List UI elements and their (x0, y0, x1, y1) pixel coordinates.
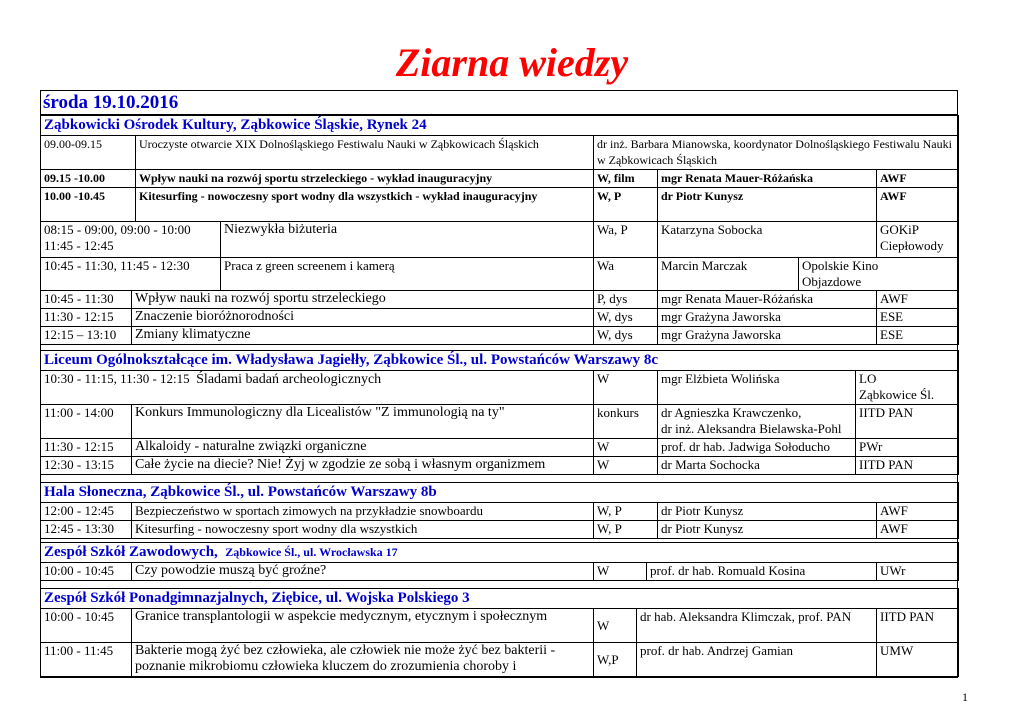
person-cell: prof. dr hab. Andrzej Gamian (637, 643, 877, 677)
title-cell: Alkaloidy - naturalne związki organiczne (132, 439, 594, 457)
table-row (41, 170, 959, 188)
table-row (41, 188, 959, 222)
institution-cell (799, 258, 959, 291)
type-cell: W, dys (594, 327, 658, 345)
institution-cell: ESE (877, 327, 959, 345)
time-cell: 10:45 - 11:30, 11:45 - 12:30 (41, 258, 221, 291)
section-table (40, 115, 959, 222)
table-row (41, 258, 959, 291)
title-cell: Kitesurfing - nowoczesny sport wodny dla wszystkich (132, 521, 594, 539)
table-row (41, 371, 959, 405)
person-line: dr Agnieszka Krawczenko, (661, 405, 802, 420)
type-cell: W (594, 609, 637, 643)
table-row (41, 503, 959, 521)
time-cell: 12:30 - 13:15 (41, 457, 132, 475)
table-row (41, 439, 959, 457)
institution-cell: AWF (877, 188, 959, 222)
title-cell: Zmiany klimatyczne (132, 327, 594, 345)
table-row (41, 222, 959, 258)
title-cell: Wpływ nauki na rozwój sportu strzeleckiego (132, 291, 594, 309)
time-cell: 10.00 -10.45 (41, 188, 136, 222)
time-cell: 11:30 - 12:15 (41, 309, 132, 327)
person-cell: mgr Renata Mauer-Różańska (658, 170, 877, 188)
section-table (40, 221, 959, 291)
person-cell: dr hab. Aleksandra Klimczak, prof. PAN (637, 609, 877, 643)
institution-cell: IITD PAN (856, 457, 959, 475)
title-cell (41, 371, 594, 405)
institution-cell: IITD PAN (856, 405, 959, 439)
type-cell: W, film (594, 170, 658, 188)
time-cell: 12:15 – 13:10 (41, 327, 132, 345)
institution-cell: UWr (877, 563, 959, 581)
person-cell: dr inż. Barbara Mianowska, koordynator Dolnośląskiego Festiwalu Nauki w Ząbkowicach Śląskich (594, 136, 959, 170)
table-row (41, 405, 959, 439)
title-cell: Znaczenie bioróżnorodności (132, 309, 594, 327)
venue-heading: Liceum Ogólnokształcące im. Władysława Jagiełły, Ząbkowice Śl., ul. Powstańców Warszawy 8c (41, 351, 959, 371)
table-row (41, 643, 959, 677)
type-cell: P, dys (594, 291, 658, 309)
time-cell: 10:45 - 11:30 (41, 291, 132, 309)
title-cell: Bakterie mogą żyć bez człowieka, ale człowiek nie może żyć bez bakterii - poznanie mikrobiomu człowieka kluczem do zrozumienia choroby i (132, 643, 594, 677)
table-row (41, 563, 959, 581)
person-cell: Marcin Marczak (658, 258, 799, 291)
institution-line: Ciepłowody (880, 238, 944, 253)
type-cell: Wa, P (594, 222, 658, 258)
person-cell: dr Piotr Kunysz (658, 503, 877, 521)
type-cell: W, P (594, 521, 658, 539)
page-number: 1 (962, 690, 968, 704)
institution-cell: IITD PAN (877, 609, 959, 643)
person-cell: dr Piotr Kunysz (658, 188, 877, 222)
venue-name: Zespół Szkół Zawodowych, (44, 544, 218, 560)
type-cell: W,P (594, 643, 637, 677)
section-table (40, 482, 959, 539)
institution-cell: UMW (877, 643, 959, 677)
title-text: Śladami badań archeologicznych (196, 372, 382, 387)
table-row (41, 291, 959, 309)
person-cell: mgr Elżbieta Wolińska (658, 371, 856, 405)
table-row (41, 327, 959, 345)
title-cell: Kitesurfing - nowoczesny sport wodny dla wszystkich - wykład inauguracyjny (136, 188, 594, 222)
event-date: środa 19.10.2016 (43, 92, 179, 113)
table-row (41, 457, 959, 475)
time-cell: 09.15 -10.00 (41, 170, 136, 188)
institution-cell (877, 222, 959, 258)
time-cell: 11:30 - 12:15 (41, 439, 132, 457)
institution-line: LO (859, 371, 877, 386)
title-cell: Konkurs Immunologiczny dla Licealistów "Z immunologią na ty" (132, 405, 594, 439)
type-cell: W, P (594, 188, 658, 222)
venue-heading: Hala Słoneczna, Ząbkowice Śl., ul. Powstańców Warszawy 8b (41, 483, 959, 503)
table-row (41, 136, 959, 170)
title-cell: Całe życie na diecie? Nie! Żyj w zgodzie ze sobą i własnym organizmem (132, 457, 594, 475)
section-table (40, 350, 959, 475)
title-cell: Wpływ nauki na rozwój sportu strzeleckiego - wykład inauguracyjny (136, 170, 594, 188)
venue-heading: Zespół Szkół Ponadgimnazjalnych, Ziębice, ul. Wojska Polskiego 3 (41, 589, 959, 609)
time-cell: 12:00 - 12:45 (41, 503, 132, 521)
institution-cell: AWF (877, 521, 959, 539)
person-cell: dr Marta Sochocka (658, 457, 856, 475)
time-cell: 11:00 - 14:00 (41, 405, 132, 439)
institution-line: Objazdowe (802, 274, 862, 289)
institution-cell (856, 371, 959, 405)
page-title: Ziarna wiedzy (395, 40, 629, 85)
person-cell (658, 405, 856, 439)
type-cell: Wa (594, 258, 658, 291)
title-cell: Uroczyste otwarcie XIX Dolnośląskiego Festiwalu Nauki w Ząbkowicach Śląskich (136, 136, 594, 170)
person-line: dr inż. Aleksandra Bielawska-Pohl (661, 421, 842, 436)
type-cell: W (594, 563, 647, 581)
institution-line: Ząbkowice Śl. (859, 387, 935, 402)
institution-cell: AWF (877, 291, 959, 309)
venue-address: Ząbkowice Śl., ul. Wrocławska 17 (225, 545, 398, 559)
time-line: 08:15 - 09:00, 09:00 - 10:00 (44, 222, 191, 237)
time-cell: 11:00 - 11:45 (41, 643, 132, 677)
time-cell: 10:00 - 10:45 (41, 563, 132, 581)
time-cell (41, 222, 221, 258)
person-cell: prof. dr hab. Romuald Kosina (647, 563, 877, 581)
time-line: 11:45 - 12:45 (44, 238, 114, 253)
title-cell: Granice transplantologii w aspekcie medycznym, etycznym i społecznym (132, 609, 594, 643)
section-table (40, 588, 959, 677)
time-cell: 10:00 - 10:45 (41, 609, 132, 643)
section-table (40, 542, 959, 581)
table-row (41, 521, 959, 539)
person-cell: mgr Grażyna Jaworska (658, 309, 877, 327)
type-cell: W (594, 371, 658, 405)
person-cell: prof. dr hab. Jadwiga Sołoducho (658, 439, 856, 457)
time-cell: 12:45 - 13:30 (41, 521, 132, 539)
institution-cell: PWr (856, 439, 959, 457)
institution-line: Opolskie Kino (802, 258, 879, 273)
institution-cell: AWF (877, 170, 959, 188)
section-table (40, 290, 959, 345)
person-cell: dr Piotr Kunysz (658, 521, 877, 539)
title-cell: Praca z green screenem i kamerą (221, 258, 594, 291)
title-cell: Niezwykła biżuteria (221, 222, 594, 258)
table-row (41, 309, 959, 327)
institution-cell: AWF (877, 503, 959, 521)
institution-cell: ESE (877, 309, 959, 327)
venue-heading: Ząbkowicki Ośrodek Kultury, Ząbkowice Śląskie, Rynek 24 (41, 116, 959, 136)
type-cell: W (594, 439, 658, 457)
time-text: 10:30 - 11:15, 11:30 - 12:15 (44, 371, 190, 386)
title-cell: Bezpieczeństwo w sportach zimowych na przykładzie snowboardu (132, 503, 594, 521)
table-row (41, 609, 959, 643)
type-cell: W, dys (594, 309, 658, 327)
type-cell: konkurs (594, 405, 658, 439)
venue-heading (41, 543, 959, 563)
type-cell: W (594, 457, 658, 475)
person-cell: mgr Renata Mauer-Różańska (658, 291, 877, 309)
institution-line: GOKiP (880, 222, 920, 237)
title-cell: Czy powodzie muszą być groźne? (132, 563, 594, 581)
person-cell: Katarzyna Sobocka (658, 222, 877, 258)
person-cell: mgr Grażyna Jaworska (658, 327, 877, 345)
type-cell: W, P (594, 503, 658, 521)
time-cell: 09.00-09.15 (41, 136, 136, 170)
